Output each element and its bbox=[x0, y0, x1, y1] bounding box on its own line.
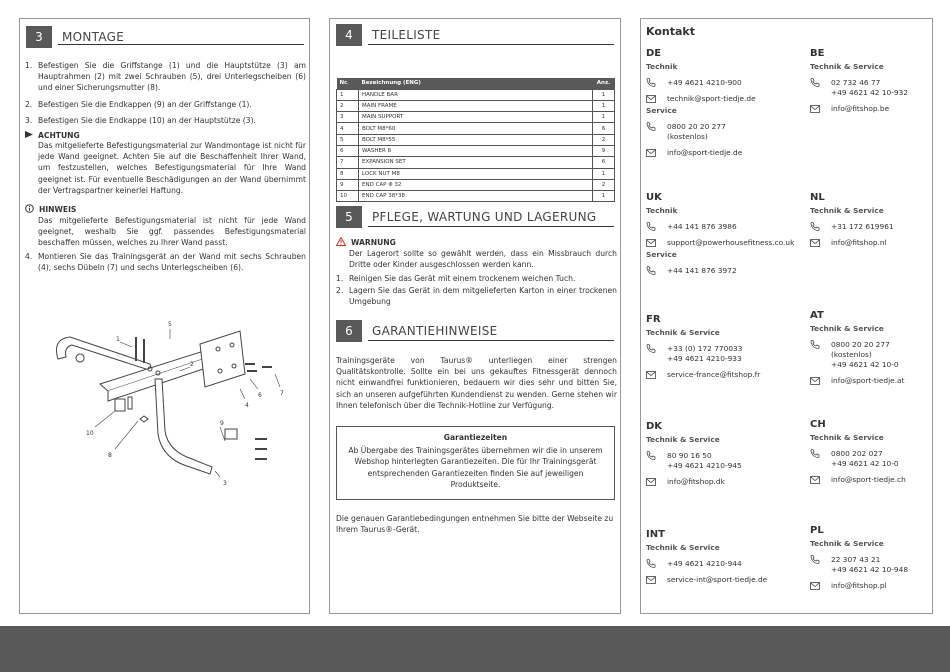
table-row bbox=[337, 100, 615, 111]
section-rule bbox=[368, 340, 614, 341]
phone-number: (kostenlos) bbox=[667, 132, 708, 141]
contact-role: Technik & Service bbox=[810, 62, 884, 71]
phone-number: +33 (0) 172 770033 bbox=[667, 344, 743, 353]
email-row[interactable] bbox=[646, 477, 786, 487]
phone-icon bbox=[646, 222, 667, 232]
phone-number: +49 4621 4210-933 bbox=[667, 354, 742, 363]
table-cell: 1 bbox=[593, 168, 615, 179]
table-row bbox=[337, 157, 615, 168]
contact-role: Service bbox=[646, 250, 677, 259]
section-number: 5 bbox=[336, 206, 362, 228]
phone-number: +49 4621 4210-900 bbox=[667, 78, 742, 87]
table-cell: WASHER 8 bbox=[359, 145, 593, 156]
phone-number: 0800 20 20 277 bbox=[667, 122, 726, 131]
phone-number: +49 4621 42 10-0 bbox=[831, 360, 899, 369]
garantie-text: Trainingsgeräte von Taurus® unterliegen einer strengen Qualitätskontrolle. Sollte ein bei uns gekauftes Fitnessgerät dennoch nicht einwandfrei funktionieren, bedauern wir dies sehr und bitten Sie, sich an unseren aufgeführten Kundendienst zu wenden. Gerne stehen wir Ihnen telefonisch über die Technik-Hotline zur Verfügung. bbox=[336, 356, 617, 410]
email-address[interactable]: service-int@sport-tiedje.de bbox=[667, 575, 768, 584]
mail-icon bbox=[646, 477, 667, 487]
phone-row bbox=[810, 78, 950, 98]
phone-number: +44 141 876 3986 bbox=[667, 222, 737, 231]
phone-icon bbox=[810, 78, 831, 88]
warning-triangle-icon bbox=[336, 237, 346, 248]
kontakt-title: Kontakt bbox=[646, 25, 695, 38]
phone-icon bbox=[646, 78, 667, 88]
phone-icon bbox=[646, 266, 667, 276]
phone-number: +49 4621 4210-944 bbox=[667, 559, 742, 568]
mail-icon bbox=[646, 370, 667, 380]
table-cell: LOCK NUT M8 bbox=[359, 168, 593, 179]
phone-icon bbox=[646, 122, 667, 132]
phone-row bbox=[646, 266, 786, 276]
country-code: INT bbox=[646, 529, 665, 540]
assembly-diagram bbox=[40, 309, 290, 489]
section-number: 4 bbox=[336, 24, 362, 46]
country-block bbox=[646, 421, 786, 487]
table-cell: MAIN SUPPORT bbox=[359, 112, 593, 123]
mail-icon bbox=[810, 581, 831, 591]
table-cell: BOLT M8*55 bbox=[359, 134, 593, 145]
table-cell: END CAP Φ 32 bbox=[359, 179, 593, 190]
country-block bbox=[646, 529, 786, 585]
info-icon bbox=[25, 204, 34, 215]
montage-step-4 bbox=[25, 251, 306, 278]
arrow-right-icon bbox=[25, 131, 33, 140]
table-cell: HANDLE BAR bbox=[359, 89, 593, 100]
diagram-label: 5 bbox=[168, 321, 172, 328]
table-cell: 9 bbox=[337, 179, 359, 190]
section-number: 6 bbox=[336, 320, 362, 342]
country-code: BE bbox=[810, 48, 825, 59]
phone-row bbox=[810, 555, 950, 575]
table-cell: 6 bbox=[593, 157, 615, 168]
table-cell: 1 bbox=[337, 89, 359, 100]
parts-care-warranty-panel bbox=[329, 18, 621, 614]
hinweis-note: HINWEIS Das mitgelieferte Befestigungsmaterial ist nicht für jede Wand geeignet, weshalb Sie ggf. passendes Befestigungsmaterial beschaffen müssen, welches zu Ihrer Wand passt. bbox=[25, 204, 306, 249]
list-item: 1. Befestigen Sie die Griffstange (1) und die Hauptstütze (3) am Hauptrahmen (2) mit zwei Schrauben (5), drei Unterlegscheiben (6) und einer Sicherungsmutter (8). bbox=[25, 61, 306, 93]
country-code: PL bbox=[810, 525, 824, 536]
diagram-label: 3 bbox=[223, 480, 227, 487]
list-item: 3. Befestigen Sie die Endkappe (10) an der Hauptstütze (3). bbox=[25, 115, 256, 125]
email-row[interactable] bbox=[810, 238, 950, 248]
garantie-footer-text: Die genauen Garantiebedingungen entnehmen Sie bitte der Webseite zu Ihrem Taurus®-Gerät. bbox=[336, 514, 614, 535]
contact-role: Technik & Service bbox=[646, 543, 720, 552]
warnung-note: WARNUNG Der Lagerort sollte so gewählt werden, dass ein Missbrauch durch Dritte oder Kinder ausgeschlossen werden kann. bbox=[336, 237, 617, 270]
diagram-label: 7 bbox=[280, 390, 284, 397]
contact-role: Technik & Service bbox=[810, 539, 884, 548]
phone-icon bbox=[646, 344, 667, 354]
email-row[interactable] bbox=[646, 370, 786, 380]
diagram-label: 9 bbox=[220, 420, 224, 427]
table-cell: 7 bbox=[337, 157, 359, 168]
contact-role: Service bbox=[646, 106, 677, 115]
phone-number: 0800 20 20 277 bbox=[831, 340, 890, 349]
email-address[interactable]: info@sport-tiedje.ch bbox=[831, 475, 906, 484]
contact-role: Technik & Service bbox=[810, 324, 884, 333]
phone-icon bbox=[646, 451, 667, 461]
email-row[interactable] bbox=[810, 475, 950, 485]
section-title: PFLEGE, WARTUNG UND LAGERUNG bbox=[372, 210, 597, 224]
table-cell: 4 bbox=[337, 123, 359, 134]
phone-number: +49 4621 4210-945 bbox=[667, 461, 742, 470]
phone-number: 02 732 46 77 bbox=[831, 78, 881, 87]
table-cell: 9 bbox=[593, 145, 615, 156]
email-row[interactable] bbox=[646, 575, 786, 585]
garantie-header bbox=[336, 320, 498, 342]
table-cell: 10 bbox=[337, 191, 359, 202]
table-row bbox=[337, 179, 615, 190]
email-row[interactable] bbox=[810, 376, 950, 386]
phone-row bbox=[646, 451, 786, 471]
table-cell: END CAP 38*38 bbox=[359, 191, 593, 202]
contact-role: Technik & Service bbox=[810, 433, 884, 442]
table-cell: BOLT M8*60 bbox=[359, 123, 593, 134]
table-row bbox=[337, 145, 615, 156]
diagram-label: 6 bbox=[258, 392, 262, 399]
email-address[interactable]: technik@sport-tiedje.de bbox=[667, 94, 756, 103]
contact-role: Technik & Service bbox=[646, 328, 720, 337]
phone-number: (kostenlos) bbox=[831, 350, 872, 359]
mail-icon bbox=[810, 238, 831, 248]
country-block bbox=[646, 192, 795, 276]
contact-role: Technik bbox=[646, 206, 678, 215]
email-address[interactable]: info@sport-tiedje.at bbox=[831, 376, 905, 385]
country-code: UK bbox=[646, 192, 662, 203]
email-row[interactable] bbox=[646, 94, 786, 104]
list-item: 2. Befestigen Sie die Endkappen (9) an der Griffstange (1). bbox=[25, 99, 252, 109]
list-item: 4. Montieren Sie das Trainingsgerät an der Wand mit sechs Schrauben (4), sechs Dübeln (7) und sechs Unterlegscheiben (6). bbox=[25, 252, 306, 273]
table-cell: 1 bbox=[593, 112, 615, 123]
phone-row bbox=[646, 78, 786, 88]
table-cell: 6 bbox=[593, 123, 615, 134]
country-block bbox=[646, 314, 786, 380]
table-cell: 6 bbox=[337, 145, 359, 156]
email-address[interactable]: info@fitshop.dk bbox=[667, 477, 725, 486]
table-cell: EXPANSION SET bbox=[359, 157, 593, 168]
phone-icon bbox=[646, 559, 667, 569]
mail-icon bbox=[810, 475, 831, 485]
section-title: MONTAGE bbox=[62, 30, 125, 44]
list-item: 1. Reinigen Sie das Gerät mit einem trockenem weichen Tuch. bbox=[336, 274, 576, 283]
mail-icon bbox=[646, 148, 667, 158]
country-code: DE bbox=[646, 48, 662, 59]
phone-row bbox=[810, 222, 950, 232]
phone-icon bbox=[810, 449, 831, 459]
mail-icon bbox=[646, 575, 667, 585]
email-address[interactable]: support@powerhousefitness.co.uk bbox=[667, 238, 795, 247]
email-row[interactable] bbox=[646, 238, 795, 248]
table-row bbox=[337, 191, 615, 202]
country-block bbox=[810, 525, 950, 591]
phone-row bbox=[646, 559, 786, 569]
phone-number: +49 4621 42 10-948 bbox=[831, 565, 909, 574]
table-cell: 2 bbox=[593, 179, 615, 190]
phone-number: +44 141 876 3972 bbox=[667, 266, 737, 275]
section-rule bbox=[368, 226, 614, 227]
email-address[interactable]: info@sport-tiedje.de bbox=[667, 148, 743, 157]
table-cell: 2 bbox=[593, 134, 615, 145]
section-title: GARANTIEHINWEISE bbox=[372, 324, 498, 338]
box-text: Ab Übergabe des Trainingsgerätes übernehmen wir die in unserem Webshop hinterlegten Garantiezeiten. Die für Ihr Trainingsgerät entsprechenden Garantiezeiten finden Sie auf jeweiligen Produktseite. bbox=[348, 446, 603, 489]
phone-row bbox=[810, 340, 950, 370]
table-cell: 1 bbox=[593, 191, 615, 202]
country-code: CH bbox=[810, 419, 826, 430]
box-title: Garantiezeiten bbox=[443, 433, 508, 442]
mail-icon bbox=[810, 104, 831, 114]
contact-role: Technik & Service bbox=[646, 435, 720, 444]
kontakt-panel bbox=[640, 18, 933, 614]
table-row bbox=[337, 112, 615, 123]
phone-row bbox=[810, 449, 950, 469]
country-block bbox=[646, 48, 786, 158]
pflege-header bbox=[336, 206, 596, 228]
mail-icon bbox=[810, 376, 831, 386]
country-code: NL bbox=[810, 192, 825, 203]
table-cell: 1 bbox=[593, 89, 615, 100]
contact-role: Technik & Service bbox=[810, 206, 884, 215]
section-title: TEILELISTE bbox=[372, 28, 441, 42]
email-address[interactable]: service-france@fitshop.fr bbox=[667, 370, 761, 379]
email-row[interactable] bbox=[646, 148, 786, 158]
table-row bbox=[337, 89, 615, 100]
table-row bbox=[337, 134, 615, 145]
mail-icon bbox=[646, 94, 667, 104]
country-block bbox=[810, 419, 950, 485]
table-cell: MAIN FRAME bbox=[359, 100, 593, 111]
country-code: AT bbox=[810, 310, 824, 321]
phone-row bbox=[646, 344, 786, 364]
diagram-label: 1 bbox=[116, 336, 120, 343]
country-code: FR bbox=[646, 314, 661, 325]
pflege-steps bbox=[336, 273, 617, 313]
country-block bbox=[810, 310, 950, 386]
contact-role: Technik bbox=[646, 62, 678, 71]
phone-number: 22 307 43 21 bbox=[831, 555, 881, 564]
section-rule bbox=[368, 44, 614, 45]
phone-row bbox=[646, 122, 786, 142]
email-row[interactable] bbox=[810, 104, 950, 114]
montage-steps bbox=[25, 60, 306, 131]
table-row bbox=[337, 123, 615, 134]
phone-icon bbox=[810, 340, 831, 350]
table-header-row: Nr. Bezeichnung (ENG) Anz. bbox=[337, 78, 615, 89]
table-cell: 2 bbox=[337, 100, 359, 111]
diagram-label: 8 bbox=[108, 452, 112, 459]
montage-panel bbox=[19, 18, 310, 614]
country-code: DK bbox=[646, 421, 663, 432]
email-row[interactable] bbox=[810, 581, 950, 591]
list-item: 2. Lagern Sie das Gerät in dem mitgelieferten Karton in einer trockenen Umgebung bbox=[336, 286, 617, 307]
mail-icon bbox=[646, 238, 667, 248]
phone-icon bbox=[810, 222, 831, 232]
garantiezeiten-box bbox=[336, 426, 615, 500]
email-address[interactable]: info@fitshop.be bbox=[831, 104, 890, 113]
phone-number: +49 4621 42 10-0 bbox=[831, 459, 899, 468]
phone-icon bbox=[810, 555, 831, 565]
achtung-note: ACHTUNG Das mitgelieferte Befestigungsmaterial zur Wandmontage ist nicht für jede Wand geeignet. Achten Sie auf die Beschaffenheit Ihrer Wand, um festzustellen, welches Befestigungsmaterial für Ihre Wand geeignet ist. Für eventuelle Beschädigungen an der Wand übernimmt der Vertragspartner keinerlei Haftung. bbox=[25, 131, 306, 196]
table-cell: 8 bbox=[337, 168, 359, 179]
diagram-label: 10 bbox=[86, 430, 94, 437]
phone-row bbox=[646, 222, 786, 232]
diagram-label: 4 bbox=[245, 402, 249, 409]
section-number: 3 bbox=[26, 26, 52, 48]
email-address[interactable]: info@fitshop.nl bbox=[831, 238, 887, 247]
footer-bar bbox=[0, 626, 950, 672]
parts-table bbox=[336, 78, 615, 202]
teileliste-header bbox=[336, 24, 440, 46]
phone-number: 80 90 16 50 bbox=[667, 451, 712, 460]
phone-number: +49 4621 42 10-932 bbox=[831, 88, 909, 97]
email-address[interactable]: info@fitshop.pl bbox=[831, 581, 887, 590]
table-cell: 3 bbox=[337, 112, 359, 123]
phone-number: +31 172 619961 bbox=[831, 222, 894, 231]
country-block bbox=[810, 192, 950, 248]
section-rule bbox=[58, 44, 304, 45]
table-row bbox=[337, 168, 615, 179]
table-cell: 5 bbox=[337, 134, 359, 145]
phone-number: 0800 202 027 bbox=[831, 449, 883, 458]
country-block bbox=[810, 48, 950, 114]
table-cell: 1 bbox=[593, 100, 615, 111]
diagram-label: 2 bbox=[190, 361, 194, 368]
